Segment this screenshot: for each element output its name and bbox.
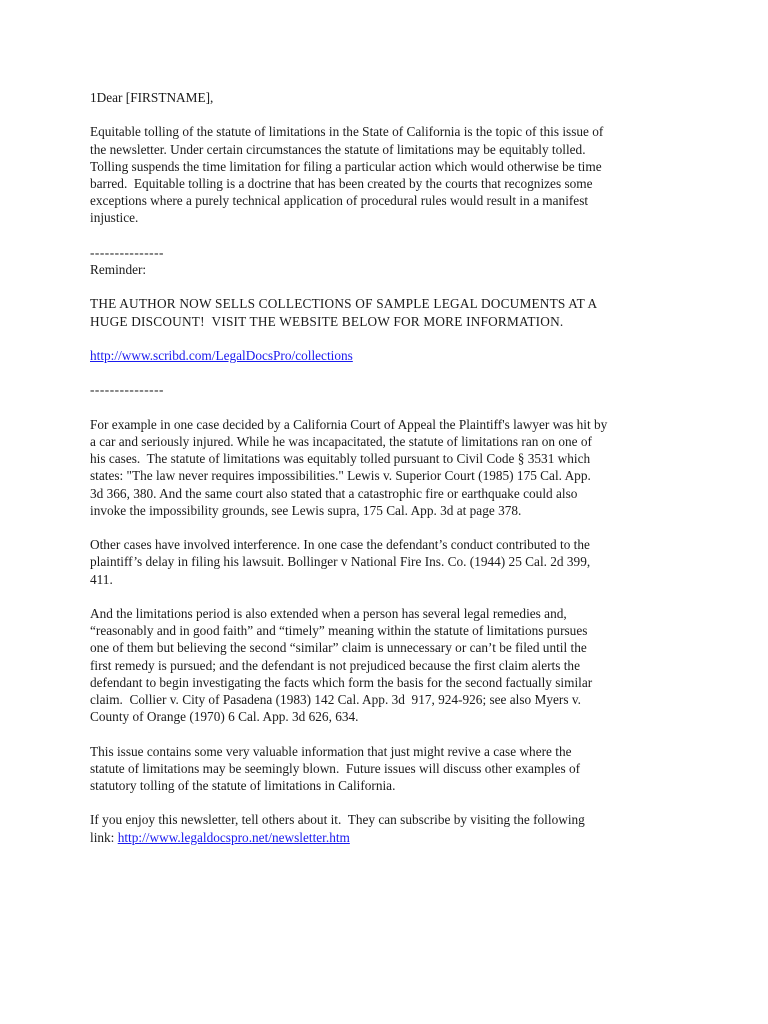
- example-line: 3d 366, 380. And the same court also stated that a catastrophic fire or earthquake could also: [90, 485, 578, 501]
- interference-line: Other cases have involved interference. In one case the defendant’s conduct contributed to the: [90, 537, 590, 553]
- subscribe-line: If you enjoy this newsletter, tell others about it. They can subscribe by visiting the following: [90, 812, 585, 828]
- remedies-line: County of Orange (1970) 6 Cal. App. 3d 626, 634.: [90, 709, 359, 725]
- remedies-line: claim. Collier v. City of Pasadena (1983) 142 Cal. App. 3d 917, 924-926; see also Myers v.: [90, 691, 581, 707]
- example-paragraph: [90, 416, 680, 519]
- remedies-line: defendant to begin investigating the facts which form the basis for the second factually similar: [90, 674, 593, 690]
- remedies-line: And the limitations period is also extended when a person has several legal remedies and,: [90, 605, 567, 621]
- example-line: invoke the impossibility grounds, see Lewis supra, 175 Cal. App. 3d at page 378.: [90, 502, 522, 518]
- interference-line: plaintiff’s delay in filing his lawsuit. Bollinger v National Fire Ins. Co. (1944) 25 Cal. 2d 399,: [90, 554, 591, 570]
- example-line: For example in one case decided by a California Court of Appeal the Plaintiff's lawyer was hit by: [90, 416, 608, 432]
- subscribe-paragraph: [90, 811, 680, 845]
- interference-line: 411.: [90, 571, 113, 587]
- subscribe-prefix: link:: [90, 829, 118, 845]
- example-line: states: "The law never requires impossibilities." Lewis v. Superior Court (1985) 175 Cal. App.: [90, 468, 591, 484]
- separator-bottom-paragraph: [90, 381, 680, 398]
- intro-line: Tolling suspends the time limitation for filing a particular action which would otherwise be time: [90, 158, 602, 174]
- promo-paragraph: [90, 295, 680, 329]
- intro-line: the newsletter. Under certain circumstances the statute of limitations may be equitably tolled.: [90, 141, 586, 157]
- intro-line: exceptions where a purely technical application of procedural rules would result in a manifest: [90, 193, 589, 209]
- interference-paragraph: [90, 536, 680, 588]
- intro-line: injustice.: [90, 210, 139, 226]
- remedies-line: first remedy is pursued; and the defendant is not prejudiced because the first claim alerts the: [90, 657, 580, 673]
- salutation: [90, 89, 680, 106]
- intro-line: barred. Equitable tolling is a doctrine that has been created by the courts that recognizes some: [90, 176, 593, 191]
- salutation-text: 1Dear [FIRSTNAME],: [90, 90, 214, 105]
- newsletter-link[interactable]: http://www.legaldocspro.net/newsletter.htm: [117, 829, 350, 845]
- promo-line: THE AUTHOR NOW SELLS COLLECTIONS OF SAMPLE LEGAL DOCUMENTS AT A: [90, 296, 598, 312]
- closing-line: This issue contains some very valuable information that just might revive a case where the: [90, 743, 572, 759]
- promo-line: HUGE DISCOUNT! VISIT THE WEBSITE BELOW FOR MORE INFORMATION.: [90, 313, 564, 329]
- remedies-line: one of them but believing the second “similar” claim is unnecessary or can’t be filed until the: [90, 640, 587, 656]
- collections-link[interactable]: http://www.scribd.com/LegalDocsPro/collections: [90, 347, 353, 363]
- subscribe-link-line: [90, 829, 680, 846]
- closing-paragraph: [90, 743, 680, 795]
- example-line: his cases. The statute of limitations was equitably tolled pursuant to Civil Code § 3531 which: [90, 451, 591, 467]
- remedies-line: “reasonably and in good faith” and “timely” meaning within the statute of limitations pursues: [90, 623, 588, 639]
- separator-top: ---------------: [90, 244, 164, 260]
- closing-line: statutory tolling of the statute of limitations in California.: [90, 777, 396, 793]
- reminder-label: Reminder:: [90, 262, 147, 277]
- remedies-paragraph: [90, 605, 680, 725]
- intro-line: Equitable tolling of the statute of limitations in the State of California is the topic of this issue of: [90, 124, 604, 140]
- intro-paragraph: [90, 123, 680, 226]
- reminder-block: [90, 244, 680, 278]
- example-line: a car and seriously injured. While he was incapacitated, the statute of limitations ran on one of: [90, 433, 592, 449]
- closing-line: statute of limitations may be seemingly blown. Future issues will discuss other examples of: [90, 760, 581, 776]
- separator-bottom: ---------------: [90, 382, 164, 398]
- document-page: [90, 89, 680, 863]
- collections-link-paragraph: [90, 347, 680, 364]
